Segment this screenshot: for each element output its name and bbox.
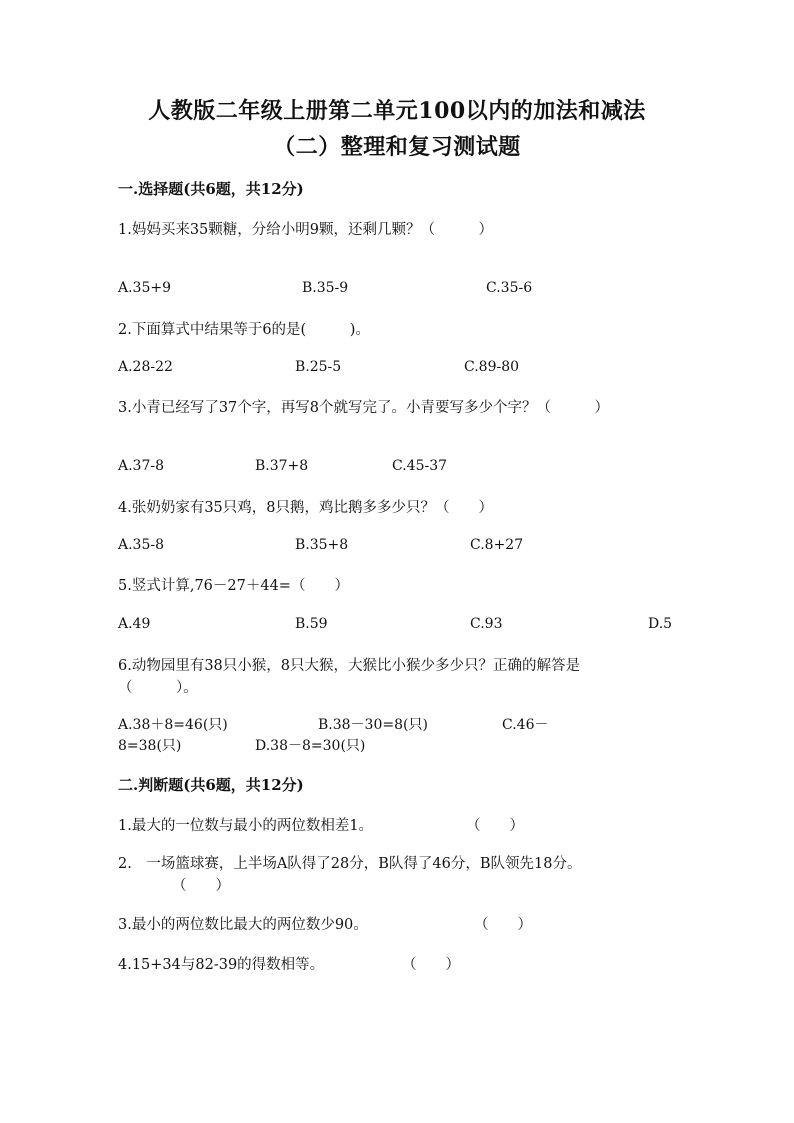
- document-title-line2: （二）整理和复习测试题: [273, 134, 521, 160]
- q6-option-c: C.46－: [502, 717, 549, 733]
- question-5-text: 5.竖式计算,76－27＋44=（ ）: [118, 578, 349, 594]
- q2-option-b: B.25-5: [295, 359, 342, 375]
- q1-option-b: B.35-9: [302, 280, 349, 296]
- q5-option-c: C.93: [470, 616, 503, 632]
- section-heading-judgment: 二.判断题(共6题，共12分): [118, 776, 304, 794]
- q1-option-c: C.35-6: [486, 280, 533, 296]
- section-heading-choice: 一.选择题(共6题，共12分): [118, 180, 304, 198]
- question-6-text-line2: （ ）。: [118, 680, 198, 696]
- question-1-text: 1.妈妈买来35颗糖，分给小明9颗，还剩几颗？（ ）: [118, 222, 494, 238]
- judgment-2-paren: （ ）: [172, 878, 230, 894]
- q6-option-b: B.38－30=8(只): [318, 717, 428, 733]
- judgment-4-paren: （ ）: [402, 957, 460, 973]
- q2-option-a: A.28-22: [118, 359, 173, 375]
- judgment-3-paren: （ ）: [474, 917, 532, 933]
- q4-option-b: B.35+8: [295, 537, 349, 553]
- judgment-3-text: 3.最小的两位数比最大的两位数少90。: [118, 917, 368, 933]
- judgment-1-paren: （ ）: [466, 818, 524, 834]
- q5-option-d: D.5: [648, 616, 673, 632]
- q4-option-c: C.8+27: [470, 537, 524, 553]
- judgment-2-text: 2. 一场篮球赛，上半场A队得了28分，B队得了46分，B队领先18分。: [118, 856, 582, 872]
- q6-option-d: D.38－8=30(只): [255, 738, 366, 754]
- question-2-text: 2.下面算式中结果等于6的是( )。: [118, 322, 370, 338]
- q6-option-c-continued: 8=38(只): [118, 738, 182, 754]
- q3-option-b: B.37+8: [255, 458, 309, 474]
- document-title-line1: 人教版二年级上册第二单元100以内的加法和减法: [148, 98, 646, 124]
- question-4-text: 4.张奶奶家有35只鸡，8只鹅，鸡比鹅多多少只？（ ）: [118, 500, 494, 516]
- judgment-1-text: 1.最大的一位数与最小的两位数相差1。: [118, 818, 374, 834]
- q5-option-a: A.49: [118, 616, 151, 632]
- q2-option-c: C.89-80: [464, 359, 520, 375]
- q6-option-a: A.38＋8=46(只): [118, 717, 228, 733]
- q3-option-a: A.37-8: [118, 458, 165, 474]
- judgment-4-text: 4.15+34与82-39的得数相等。: [118, 957, 325, 973]
- q5-option-b: B.59: [295, 616, 328, 632]
- question-6-text-line1: 6.动物园里有38只小猴，8只大猴，大猴比小猴少多少只？正确的解答是: [118, 658, 581, 674]
- q4-option-a: A.35-8: [118, 537, 165, 553]
- question-3-text: 3.小青已经写了37个字，再写8个就写完了。小青要写多少个字？（ ）: [118, 400, 610, 416]
- q3-option-c: C.45-37: [392, 458, 448, 474]
- q1-option-a: A.35+9: [118, 280, 172, 296]
